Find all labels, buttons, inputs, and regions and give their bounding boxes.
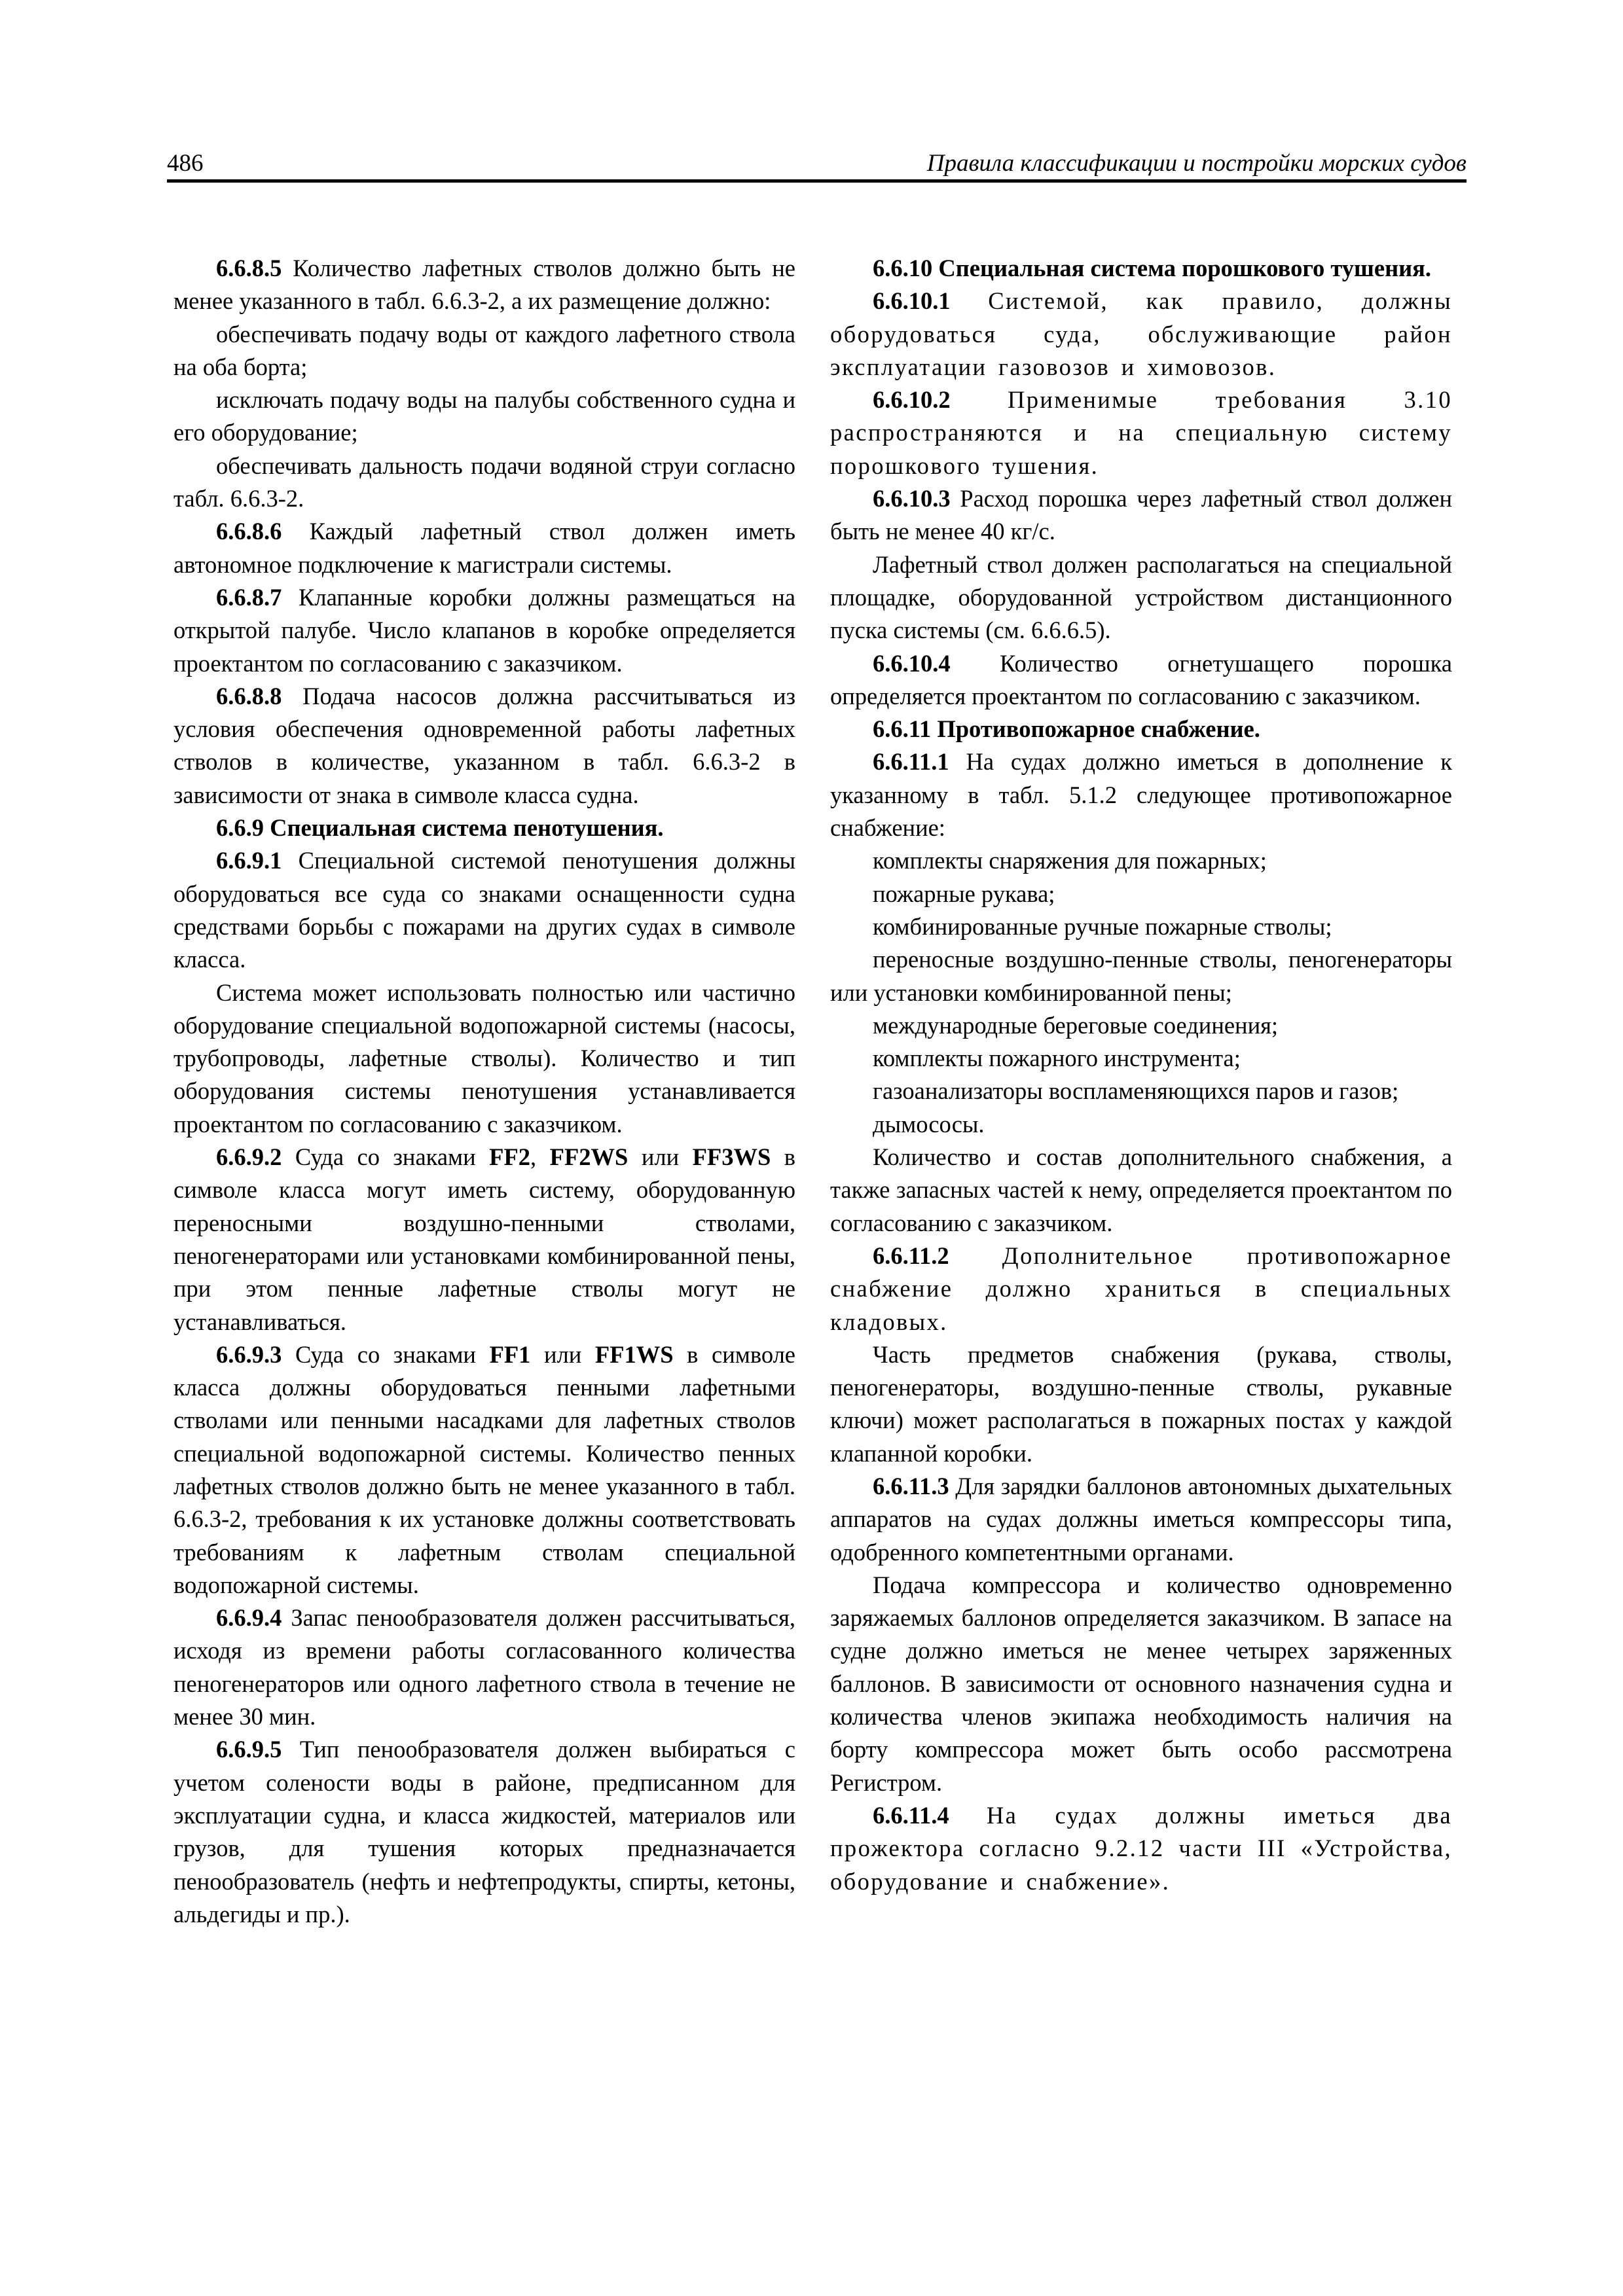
list-item: комбинированные ручные пожарные стволы; — [873, 912, 1332, 940]
paragraph-text: На судах должно иметься в дополнение к указанному в табл. 5.1.2 следующее противопожарное снабжение: — [830, 748, 1452, 842]
list-item: комплекты пожарного инструмента; — [873, 1045, 1241, 1072]
paragraph-6-6-11-4 — [830, 1799, 1452, 1898]
list-item: обеспечивать подачу воды от каждого лафетного ствола на оба борта; — [173, 320, 795, 380]
paragraph-text: Количество огнетушащего порошка определяется проектантом по согласованию с заказчиком. — [830, 649, 1452, 709]
paragraph-6-6-9-2 — [173, 1141, 795, 1338]
class-notation: FF2WS — [549, 1143, 629, 1171]
clause-number: 6.6.9.5 — [216, 1736, 282, 1763]
paragraph-text: Количество лафетных стволов должно быть не менее указанного в табл. 6.6.3-2, а их размещение должно: — [173, 255, 795, 315]
paragraph-6-6-8-8 — [173, 680, 795, 812]
paragraph-text: , — [530, 1143, 550, 1171]
paragraph-6-6-8-6 — [173, 515, 795, 581]
clause-number: 6.6.11.3 — [873, 1472, 949, 1499]
list-item: переносные воздушно-пенные стволы, пеногенераторы или установки комбинированной пены; — [830, 946, 1452, 1006]
paragraph-text: Суда со знаками — [282, 1340, 490, 1368]
paragraph-6-6-10-4 — [830, 647, 1452, 713]
paragraph-6-6-9-4 — [173, 1602, 795, 1733]
section-heading-6-6-9: 6.6.9 Специальная система пенотушения. — [216, 814, 664, 842]
list-item: газоанализаторы воспламеняющихся паров и газов; — [873, 1077, 1399, 1105]
paragraph-text: Специальной системой пенотушения должны оборудоваться все суда со знаками оснащенности судна средствами борьбы с пожарами на других судах в символе класса. — [173, 847, 795, 973]
clause-number: 6.6.11.2 — [873, 1242, 949, 1269]
paragraph-text: Системой, как правило, должны оборудоваться суда, обслуживающие район эксплуатации газовозов и химовозов. — [830, 287, 1452, 380]
clause-number: 6.6.11.4 — [873, 1801, 949, 1829]
list-item: исключать подачу воды на палубы собственного судна и его оборудование; — [173, 386, 795, 446]
paragraph-text-block: Лафетный ствол должен располагаться на специальной площадке, оборудованной устройством дистанционного пуска системы (см. 6.6.6.5). — [830, 550, 1452, 644]
clause-number: 6.6.8.5 — [216, 255, 282, 281]
clause-number: 6.6.10.3 — [873, 485, 951, 512]
section-heading-6-6-11: 6.6.11 Противопожарное снабжение. — [873, 715, 1260, 743]
paragraph-text: в символе класса могут иметь систему, оборудованную переносными воздушно-пенными стволами, пеногенераторами или установками комбинированной пены, при этом пенные лафетные стволы могут не устанавливаться. — [173, 1143, 796, 1335]
paragraph-6-6-9-1 — [173, 844, 795, 976]
paragraph-text-block: Система может использовать полностью или частично оборудование специальной водопожарной системы (насосы, трубопроводы, лафетные стволы). Количество и тип оборудования системы пенотушения устанавливается проектантом по согласованию с заказчиком. — [173, 978, 795, 1138]
page-header — [167, 145, 1467, 183]
paragraph-text-block: Количество и состав дополнительного снабжения, а также запасных частей к нему, определяется проектантом по согласованию с заказчиком. — [830, 1143, 1452, 1236]
paragraph-text-block: Подача компрессора и количество одновременно заряжаемых баллонов определяется заказчиком. В запасе на судне должно иметься не менее четырех заряженных баллонов. В зависимости от основного назначения судна и количества членов экипажа необходимость наличия на борту компрессора может быть особо рассмотрена Регистром. — [830, 1571, 1452, 1796]
clause-number: 6.6.8.6 — [216, 518, 282, 545]
paragraph-6-6-9-3 — [173, 1338, 795, 1602]
paragraph-text: Клапанные коробки должны размещаться на открытой палубе. Число клапанов в коробке определяется проектантом по согласованию с заказчиком. — [173, 583, 795, 677]
list-item: пожарные рукава; — [873, 880, 1055, 907]
class-notation: FF2 — [489, 1143, 531, 1171]
paragraph-text: На судах должны иметься два прожектора согласно 9.2.12 части III «Устройства, оборудование и снабжение». — [830, 1801, 1452, 1895]
paragraph-6-6-10-3 — [830, 482, 1452, 548]
list-item: комплекты снаряжения для пожарных; — [873, 847, 1267, 874]
right-column — [830, 252, 1452, 1898]
paragraph-text: Для зарядки баллонов автономных дыхательных аппаратов на судах должны иметься компрессоры типа, одобренного компетентными органами. — [830, 1472, 1452, 1566]
class-notation: FF3WS — [692, 1143, 771, 1171]
clause-number: 6.6.10.4 — [873, 649, 951, 677]
page-number: 486 — [167, 150, 204, 177]
paragraph-text: Применимые требования 3.10 распространяются и на специальную систему порошкового тушения. — [830, 386, 1452, 479]
class-notation: FF1WS — [594, 1340, 674, 1368]
paragraph-6-6-11-1 — [830, 745, 1452, 844]
list-item: международные береговые соединения; — [873, 1011, 1279, 1039]
paragraph-text-block: Часть предметов снабжения (рукава, стволы, пеногенераторы, воздушно-пенные стволы, рукавные ключи) может располагаться в пожарных постах у каждой клапанной коробки. — [830, 1340, 1452, 1467]
section-heading-6-6-10: 6.6.10 Специальная система порошкового тушения. — [873, 255, 1432, 281]
clause-number: 6.6.8.7 — [216, 583, 282, 611]
paragraph-6-6-11-3 — [830, 1470, 1452, 1569]
paragraph-text: Запас пенообразователя должен рассчитываться, исходя из времени работы согласованного количества пеногенераторов или одного лафетного ствола в течение не менее 30 мин. — [173, 1604, 795, 1731]
list-item: дымососы. — [873, 1110, 985, 1138]
paragraph-text: Расход порошка через лафетный ствол должен быть не менее 40 кг/с. — [830, 485, 1452, 545]
clause-number: 6.6.9.4 — [216, 1604, 282, 1632]
paragraph-6-6-9-5 — [173, 1733, 795, 1931]
clause-number: 6.6.9.3 — [216, 1340, 282, 1368]
clause-number: 6.6.10.2 — [873, 386, 951, 414]
paragraph-text: Каждый лафетный ствол должен иметь автономное подключение к магистрали системы. — [173, 518, 795, 578]
paragraph-6-6-11-2 — [830, 1240, 1452, 1338]
paragraph-text: или — [530, 1340, 595, 1368]
paragraph-6-6-10-1 — [830, 285, 1452, 384]
paragraph-6-6-8-7 — [173, 581, 795, 680]
clause-number: 6.6.8.8 — [216, 682, 282, 709]
paragraph-text: Дополнительное противопожарное снабжение должно храниться в специальных кладовых. — [830, 1242, 1452, 1335]
list-item: обеспечивать дальность подачи водяной струи согласно табл. 6.6.3-2. — [173, 452, 795, 512]
paragraph-text: или — [628, 1143, 693, 1171]
clause-number: 6.6.9.2 — [216, 1143, 282, 1171]
paragraph-text: Тип пенообразователя должен выбираться с учетом солености воды в районе, предписанном для эксплуатации судна, и класса жидкостей, материалов или грузов, для тушения которых предназначается пенообразователь (нефть и нефтепродукты, спирты, кетоны, альдегиды и пр.). — [173, 1736, 795, 1928]
clause-number: 6.6.10.1 — [873, 287, 951, 315]
paragraph-6-6-8-5 — [173, 252, 795, 318]
paragraph-text: Суда со знаками — [282, 1143, 490, 1171]
paragraph-text: в символе класса должны оборудоваться пенными лафетными стволами или пенными насадками для лафетных стволов специальной водопожарной системы. Количество пенных лафетных стволов должно быть не менее указанного в табл. 6.6.3-2, требования к их установке должны соответствовать требованиям к лафетным стволам специальной водопожарной системы. — [173, 1340, 796, 1598]
clause-number: 6.6.9.1 — [216, 847, 282, 874]
class-notation: FF1 — [489, 1340, 531, 1368]
paragraph-text: Подача насосов должна рассчитываться из условия обеспечения одновременной работы лафетных стволов в количестве, указанном в табл. 6.6.3-2 в зависимости от знака в символе класса судна. — [173, 682, 795, 808]
left-column — [173, 252, 795, 1931]
paragraph-6-6-10-2 — [830, 384, 1452, 482]
running-title: Правила классификации и постройки морских судов — [926, 150, 1467, 177]
clause-number: 6.6.11.1 — [873, 748, 949, 776]
